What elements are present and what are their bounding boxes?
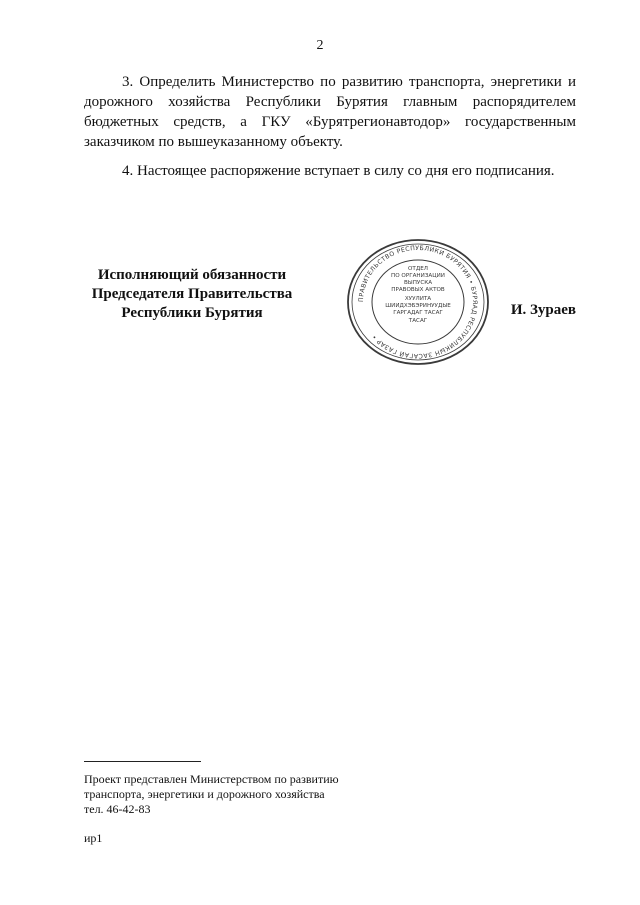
official-seal-icon [343, 238, 493, 366]
footnote-line: Проект представлен Министерством по развитию [84, 772, 339, 786]
footnote [84, 772, 404, 817]
seal-line: ПРАВОВЫХ АКТОВ [391, 287, 445, 293]
page-number: 2 [316, 38, 324, 53]
seal-line: ХУУЛИТА [404, 296, 432, 302]
seal-line: ОТДЕЛ [408, 266, 428, 272]
seal-line: ШИИДХЭБЭРИНУУДЫЕ [385, 303, 451, 309]
document-code: ир1 [84, 831, 103, 845]
footnote-line: тел. 46-42-83 [84, 802, 151, 816]
seal-line: ПО ОРГАНИЗАЦИИ [391, 273, 445, 279]
seal-line: ТАСАГ [408, 318, 428, 324]
seal-line: ГАРГАДАГ ТАСАГ [393, 310, 443, 316]
signatory-title-line: Председателя Правительства [91, 286, 293, 302]
signatory-title-line: Исполняющий обязанности [97, 267, 287, 283]
signatory-name: И. Зураев [510, 302, 576, 318]
footnote-divider [84, 761, 201, 762]
signatory-title-line: Республики Бурятия [121, 305, 263, 321]
seal-ring-text: ПРАВИТЕЛЬСТВО РЕСПУБЛИКИ БУРЯТИЯ • БУРЯАД РЕСПУБЛИКЫН ЗАСАГАЙ ГАЗАР • [357, 244, 479, 360]
seal-line: ВЫПУСКА [403, 280, 433, 286]
footnote-line: транспорта, энергетики и дорожного хозяйства [84, 787, 325, 801]
paragraph-4: 4. Настоящее распоряжение вступает в силу со дня его подписания. [122, 163, 555, 179]
signatory-title [84, 266, 300, 323]
paragraph-3: 3. Определить Министерство по развитию транспорта, энергетики и дорожного хозяйства Республики Бурятия главным распорядителем бюджетных средств, а ГКУ «Бурятрегионавтодор» государственным заказчиком по вышеуказанному объекту. [84, 74, 576, 150]
